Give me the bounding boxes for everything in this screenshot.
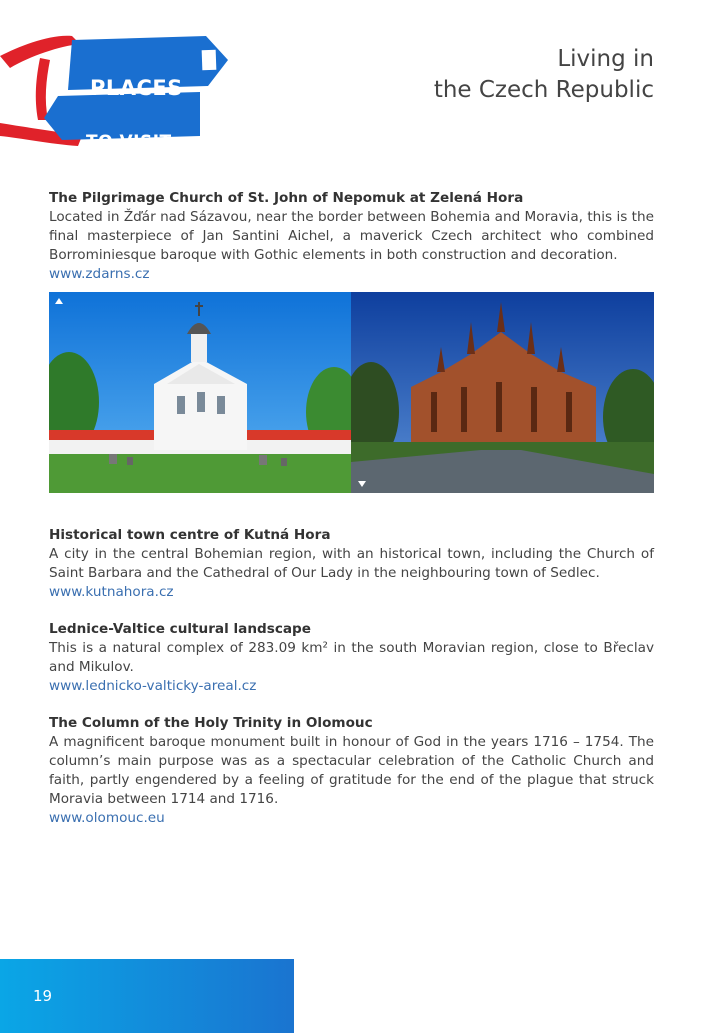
footer-bar: [0, 959, 294, 1033]
header-title-line1: Living in: [557, 46, 654, 72]
photo-kutna-hora-cathedral: [351, 292, 654, 493]
section-olomouc: [49, 714, 654, 828]
section-title: Historical town centre of Kutná Hora: [49, 527, 331, 543]
section-link[interactable]: www.olomouc.eu: [49, 810, 165, 826]
section-title: Lednice-Valtice cultural landscape: [49, 621, 312, 637]
section-description: A magnificent baroque monument built in honour of God in the years 1716 – 1754. The column’s main purpose was as a spectacular celebration of the Catholic Church and faith, partly engendered by a feeling of gratitude for the end of the plague that struck Moravia between 1714 and 1716.: [49, 734, 654, 807]
logo-places-text: PLACES: [90, 76, 183, 100]
section-description: Located in Žďár nad Sázavou, near the border between Bohemia and Moravia, this is the final masterpiece of Jan Santini Aichel, a maverick Czech architect who combined Borrominiesque baroque with Gothic elements in both construction and decoration.: [49, 209, 654, 263]
section-description: This is a natural complex of 283.09 km² in the south Moravian region, close to Břeclav and Mikulov.: [49, 640, 654, 675]
section-zelena-hora: [49, 189, 654, 284]
page-number: 19: [33, 987, 53, 1005]
logo-to-visit-text: TO VISIT: [86, 132, 172, 152]
photo-zelena-hora-church: [49, 292, 351, 493]
arrow-up-icon: [55, 298, 63, 304]
section-description: A city in the central Bohemian region, with an historical town, including the Church of Saint Barbara and the Cathedral of Our Lady in the neighbouring town of Sedlec.: [49, 546, 654, 581]
page-header-title: [434, 44, 654, 106]
section-kutna-hora: [49, 526, 654, 602]
section-title: The Column of the Holy Trinity in Olomouc: [49, 715, 373, 731]
section-link[interactable]: www.kutnahora.cz: [49, 584, 174, 600]
arrow-down-icon: [358, 481, 366, 487]
section-lednice-valtice: [49, 620, 654, 696]
section-title: The Pilgrimage Church of St. John of Nepomuk at Zelená Hora: [49, 190, 524, 206]
places-to-visit-logo: [0, 28, 240, 158]
photo-strip: [49, 292, 654, 493]
header-title-line2: the Czech Republic: [433, 77, 654, 103]
section-link[interactable]: www.lednicko-valticky-areal.cz: [49, 678, 257, 694]
section-link[interactable]: www.zdarns.cz: [49, 266, 150, 282]
